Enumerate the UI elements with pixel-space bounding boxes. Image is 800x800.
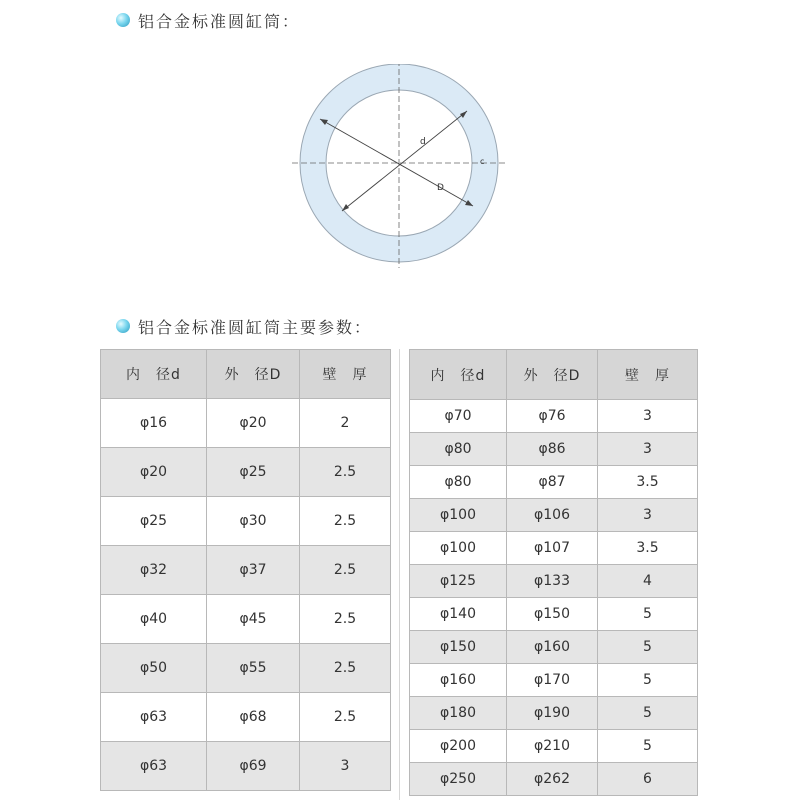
cell-inner-diameter: φ100: [410, 499, 507, 532]
cell-wall-thickness: 3.5: [598, 466, 698, 499]
cell-outer-diameter: φ76: [507, 400, 598, 433]
section-title: 铝合金标准圆缸筒：: [138, 11, 301, 31]
cell-wall-thickness: 3: [598, 499, 698, 532]
cell-inner-diameter: φ80: [410, 433, 507, 466]
cell-wall-thickness: 5: [598, 664, 698, 697]
cell-outer-diameter: φ20: [207, 399, 300, 448]
table-header-row: [101, 350, 391, 399]
table-divider: [399, 349, 400, 800]
cell-outer-diameter: φ68: [207, 693, 300, 742]
label-D: D: [437, 183, 444, 193]
header-outer-diameter: 外 径D: [207, 350, 300, 399]
cell-outer-diameter: φ107: [507, 532, 598, 565]
bullet-icon: [116, 13, 130, 27]
cell-inner-diameter: φ150: [410, 631, 507, 664]
cell-outer-diameter: φ262: [507, 763, 598, 796]
cell-inner-diameter: φ250: [410, 763, 507, 796]
cell-outer-diameter: φ150: [507, 598, 598, 631]
cell-inner-diameter: φ63: [101, 742, 207, 791]
section-heading-params: [116, 314, 372, 338]
cell-outer-diameter: φ106: [507, 499, 598, 532]
cell-wall-thickness: 3: [300, 742, 391, 791]
table-row: [101, 546, 391, 595]
cell-outer-diameter: φ37: [207, 546, 300, 595]
cell-wall-thickness: 2.5: [300, 595, 391, 644]
spec-table-left: [100, 349, 391, 791]
cell-wall-thickness: 3: [598, 433, 698, 466]
table-row: [410, 664, 698, 697]
cell-inner-diameter: φ140: [410, 598, 507, 631]
header-outer-diameter: 外 径D: [507, 350, 598, 400]
cell-wall-thickness: 2: [300, 399, 391, 448]
cell-inner-diameter: φ100: [410, 532, 507, 565]
cell-inner-diameter: φ180: [410, 697, 507, 730]
cell-wall-thickness: 5: [598, 598, 698, 631]
cell-wall-thickness: 5: [598, 631, 698, 664]
cell-wall-thickness: 2.5: [300, 497, 391, 546]
cell-wall-thickness: 2.5: [300, 546, 391, 595]
cell-inner-diameter: φ70: [410, 400, 507, 433]
cell-wall-thickness: 6: [598, 763, 698, 796]
table-row: [410, 400, 698, 433]
cell-inner-diameter: φ200: [410, 730, 507, 763]
spec-table-right: [409, 349, 698, 796]
table-row: [410, 499, 698, 532]
cell-inner-diameter: φ63: [101, 693, 207, 742]
cell-inner-diameter: φ20: [101, 448, 207, 497]
table-row: [410, 598, 698, 631]
cell-inner-diameter: φ16: [101, 399, 207, 448]
section-heading-diagram: [116, 8, 300, 32]
cell-outer-diameter: φ86: [507, 433, 598, 466]
table-row: [410, 565, 698, 598]
cell-outer-diameter: φ133: [507, 565, 598, 598]
cell-outer-diameter: φ55: [207, 644, 300, 693]
cell-wall-thickness: 2.5: [300, 693, 391, 742]
table-row: [101, 644, 391, 693]
table-row: [410, 433, 698, 466]
table-row: [101, 497, 391, 546]
cell-inner-diameter: φ80: [410, 466, 507, 499]
table-row: [101, 693, 391, 742]
cell-outer-diameter: φ25: [207, 448, 300, 497]
cell-wall-thickness: 2.5: [300, 448, 391, 497]
bullet-icon: [116, 319, 130, 333]
section-title: 铝合金标准圆缸筒主要参数：: [138, 317, 373, 337]
cell-wall-thickness: 3: [598, 400, 698, 433]
cell-inner-diameter: φ25: [101, 497, 207, 546]
cell-outer-diameter: φ160: [507, 631, 598, 664]
cell-wall-thickness: 5: [598, 697, 698, 730]
header-inner-diameter: 内 径d: [101, 350, 207, 399]
cell-outer-diameter: φ30: [207, 497, 300, 546]
cell-outer-diameter: φ210: [507, 730, 598, 763]
cell-wall-thickness: 4: [598, 565, 698, 598]
header-wall-thickness: 壁 厚: [300, 350, 391, 399]
table-row: [410, 730, 698, 763]
cell-outer-diameter: φ87: [507, 466, 598, 499]
table-row: [410, 532, 698, 565]
table-row: [410, 466, 698, 499]
cell-outer-diameter: φ45: [207, 595, 300, 644]
cylinder-cross-section-diagram: [290, 64, 510, 270]
table-row: [410, 631, 698, 664]
cell-inner-diameter: φ160: [410, 664, 507, 697]
cell-wall-thickness: 3.5: [598, 532, 698, 565]
table-header-row: [410, 350, 698, 400]
table-row: [101, 399, 391, 448]
header-inner-diameter: 内 径d: [410, 350, 507, 400]
cylinder-diagram-svg: [290, 64, 510, 270]
cell-wall-thickness: 2.5: [300, 644, 391, 693]
cell-inner-diameter: φ40: [101, 595, 207, 644]
header-wall-thickness: 壁 厚: [598, 350, 698, 400]
cell-outer-diameter: φ190: [507, 697, 598, 730]
cell-inner-diameter: φ125: [410, 565, 507, 598]
label-c: c: [480, 157, 485, 166]
cell-outer-diameter: φ69: [207, 742, 300, 791]
label-d: d: [420, 137, 426, 147]
cell-outer-diameter: φ170: [507, 664, 598, 697]
table-row: [101, 448, 391, 497]
cell-wall-thickness: 5: [598, 730, 698, 763]
table-row: [410, 763, 698, 796]
table-row: [101, 742, 391, 791]
cell-inner-diameter: φ32: [101, 546, 207, 595]
table-row: [101, 595, 391, 644]
cell-inner-diameter: φ50: [101, 644, 207, 693]
table-row: [410, 697, 698, 730]
